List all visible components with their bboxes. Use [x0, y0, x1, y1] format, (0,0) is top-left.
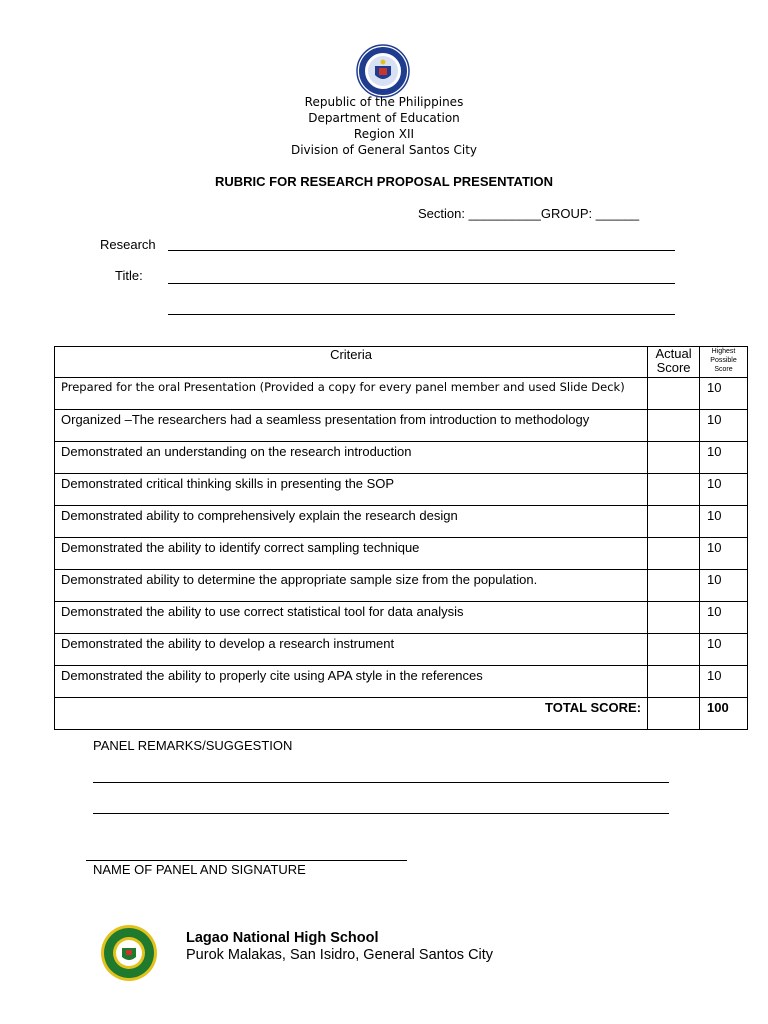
- criteria-cell: Demonstrated the ability to use correct statistical tool for data analysis: [55, 602, 648, 634]
- header-line: Division of General Santos City: [290, 143, 478, 157]
- actual-score-cell[interactable]: [648, 442, 700, 474]
- title-label: Title:: [115, 268, 143, 283]
- remarks-line-1[interactable]: [93, 782, 669, 783]
- highest-score-cell: 10: [700, 602, 748, 634]
- table-header-row: [55, 347, 748, 378]
- highest-score-cell: 10: [700, 410, 748, 442]
- research-title-line-2[interactable]: [168, 283, 675, 284]
- criteria-cell: Demonstrated the ability to develop a research instrument: [55, 634, 648, 666]
- actual-score-cell[interactable]: [648, 506, 700, 538]
- remarks-line-2[interactable]: [93, 813, 669, 814]
- criteria-header: Criteria: [55, 347, 648, 378]
- agency-header: [0, 94, 768, 158]
- highest-header-line: Highest: [711, 348, 736, 355]
- highest-score-cell: 10: [700, 634, 748, 666]
- total-actual-score-cell[interactable]: [648, 698, 700, 730]
- actual-score-cell[interactable]: [648, 378, 700, 410]
- actual-score-cell[interactable]: [648, 570, 700, 602]
- panel-signature-label: NAME OF PANEL AND SIGNATURE: [93, 862, 306, 877]
- highest-score-cell: 10: [700, 570, 748, 602]
- table-row: [55, 378, 748, 410]
- panel-remarks-label: PANEL REMARKS/SUGGESTION: [93, 738, 293, 753]
- highest-score-cell: 10: [700, 474, 748, 506]
- table-row: [55, 666, 748, 698]
- criteria-cell: Demonstrated ability to comprehensively explain the research design: [55, 506, 648, 538]
- school-seal-logo: [100, 924, 158, 982]
- criteria-cell: Demonstrated the ability to identify correct sampling technique: [55, 538, 648, 570]
- rubric-table: [54, 346, 748, 730]
- table-row: [55, 474, 748, 506]
- table-row: [55, 538, 748, 570]
- highest-score-cell: 10: [700, 666, 748, 698]
- actual-score-cell[interactable]: [648, 410, 700, 442]
- deped-seal-logo: [356, 44, 410, 98]
- actual-score-cell[interactable]: [648, 474, 700, 506]
- header-line: Region XII: [353, 127, 415, 141]
- table-row: [55, 442, 748, 474]
- actual-header-line: Score: [656, 360, 691, 375]
- highest-score-cell: 10: [700, 506, 748, 538]
- total-highest-score: 100: [700, 698, 748, 730]
- header-line: Department of Education: [308, 111, 460, 125]
- actual-score-cell[interactable]: [648, 538, 700, 570]
- table-row: [55, 410, 748, 442]
- table-row: [55, 634, 748, 666]
- actual-score-cell[interactable]: [648, 666, 700, 698]
- actual-score-cell[interactable]: [648, 634, 700, 666]
- header-line: Republic of the Philippines: [304, 95, 464, 109]
- criteria-cell: Organized –The researchers had a seamless presentation from introduction to methodology: [55, 410, 648, 442]
- highest-score-cell: 10: [700, 538, 748, 570]
- table-row: [55, 602, 748, 634]
- highest-score-cell: 10: [700, 378, 748, 410]
- criteria-cell: Demonstrated ability to determine the appropriate sample size from the population.: [55, 570, 648, 602]
- total-row: [55, 698, 748, 730]
- criteria-cell: Demonstrated the ability to properly cite using APA style in the references: [55, 666, 648, 698]
- school-address: Purok Malakas, San Isidro, General Santos City: [186, 947, 494, 963]
- table-row: [55, 570, 748, 602]
- document-title: RUBRIC FOR RESEARCH PROPOSAL PRESENTATION: [214, 174, 554, 189]
- criteria-cell: Demonstrated an understanding on the research introduction: [55, 442, 648, 474]
- criteria-cell: Prepared for the oral Presentation (Provided a copy for every panel member and used Slide Deck): [55, 378, 648, 410]
- signature-line[interactable]: [86, 860, 407, 861]
- actual-score-header: [648, 347, 700, 378]
- highest-score-cell: 10: [700, 442, 748, 474]
- criteria-cell: Demonstrated critical thinking skills in presenting the SOP: [55, 474, 648, 506]
- total-score-label: TOTAL SCORE:: [55, 698, 648, 730]
- highest-score-header: [700, 347, 748, 378]
- table-row: [55, 506, 748, 538]
- actual-header-line: Actual: [655, 346, 692, 361]
- section-group-field[interactable]: Section: __________GROUP: ______: [418, 206, 640, 221]
- highest-header-line: Possible: [710, 357, 737, 364]
- research-title-label: Research: [100, 237, 156, 252]
- school-name: Lagao National High School: [186, 930, 379, 946]
- research-title-line-1[interactable]: [168, 250, 675, 251]
- research-title-line-3[interactable]: [168, 314, 675, 315]
- actual-score-cell[interactable]: [648, 602, 700, 634]
- highest-header-line: Score: [714, 366, 733, 373]
